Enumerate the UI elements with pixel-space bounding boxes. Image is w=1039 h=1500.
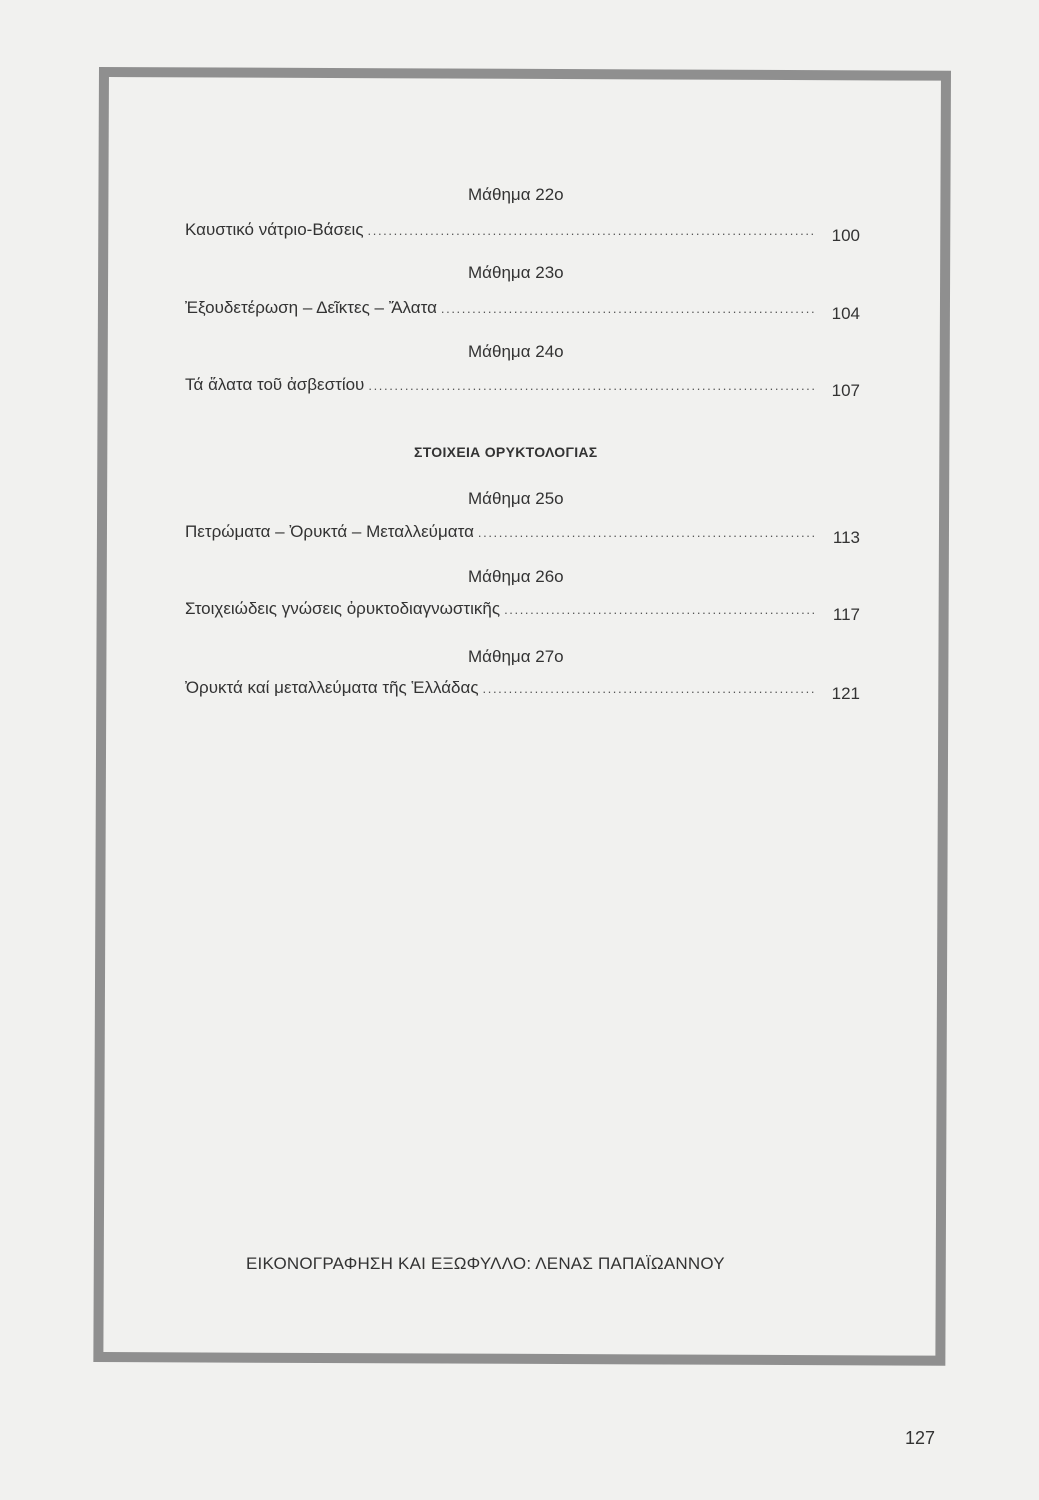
toc-entry-page: 121 bbox=[831, 684, 860, 703]
toc-entry-title: Ἐξουδετέρωση – Δεῖκτες – Ἄλατα bbox=[185, 298, 437, 317]
toc-entry-page: 117 bbox=[832, 605, 860, 624]
lesson-heading: Μάθημα 25ο bbox=[468, 489, 564, 508]
toc-entry[interactable] bbox=[185, 599, 860, 624]
lesson-heading: Μάθημα 24ο bbox=[468, 342, 564, 361]
toc-entry-page: 104 bbox=[831, 304, 860, 323]
dot-leader bbox=[504, 602, 816, 617]
page-number: 127 bbox=[905, 1428, 936, 1448]
toc-entry-title: Στοιχειώδεις γνώσεις ὀρυκτοδιαγνωστικῆς bbox=[185, 599, 501, 618]
dot-leader bbox=[441, 301, 816, 316]
dot-leader bbox=[478, 525, 816, 540]
dot-leader bbox=[483, 681, 816, 696]
toc-entry[interactable] bbox=[185, 220, 860, 245]
toc-entry[interactable] bbox=[185, 375, 860, 400]
toc-entry[interactable] bbox=[185, 678, 860, 703]
page-border-frame bbox=[93, 67, 951, 1366]
lesson-heading: Μάθημα 26ο bbox=[468, 567, 564, 586]
dot-leader bbox=[368, 223, 816, 238]
toc-entry-title: Καυστικό νάτριο-Βάσεις bbox=[185, 220, 364, 239]
section-title: ΣΤΟΙΧΕΙΑ ΟΡΥΚΤΟΛΟΓΙΑΣ bbox=[414, 444, 598, 460]
toc-entry-page: 113 bbox=[832, 528, 860, 547]
lesson-heading: Μάθημα 23ο bbox=[468, 263, 564, 282]
toc-entry-page: 100 bbox=[831, 226, 860, 245]
toc-entry-title: Πετρώματα – Ὀρυκτά – Μεταλλεύματα bbox=[185, 522, 474, 541]
toc-entry-title: Τά ἅλατα τοῦ ἀσβεστίου bbox=[185, 375, 365, 394]
lesson-heading: Μάθημα 27ο bbox=[468, 647, 564, 666]
toc-entry-page: 107 bbox=[831, 381, 860, 400]
toc-entry[interactable] bbox=[185, 298, 860, 323]
illustration-credits: ΕΙΚΟΝΟΓΡΑΦΗΣΗ ΚΑΙ ΕΞΩΦΥΛΛΟ: ΛΕΝΑΣ ΠΑΠΑΪΩΑΝΝΟΥ bbox=[246, 1254, 725, 1273]
lesson-heading: Μάθημα 22ο bbox=[468, 185, 564, 204]
toc-entry[interactable] bbox=[185, 522, 860, 547]
toc-entry-title: Ὀρυκτά καί μεταλλεύματα τῆς Ἑλλάδας bbox=[185, 678, 479, 697]
dot-leader bbox=[368, 378, 816, 393]
